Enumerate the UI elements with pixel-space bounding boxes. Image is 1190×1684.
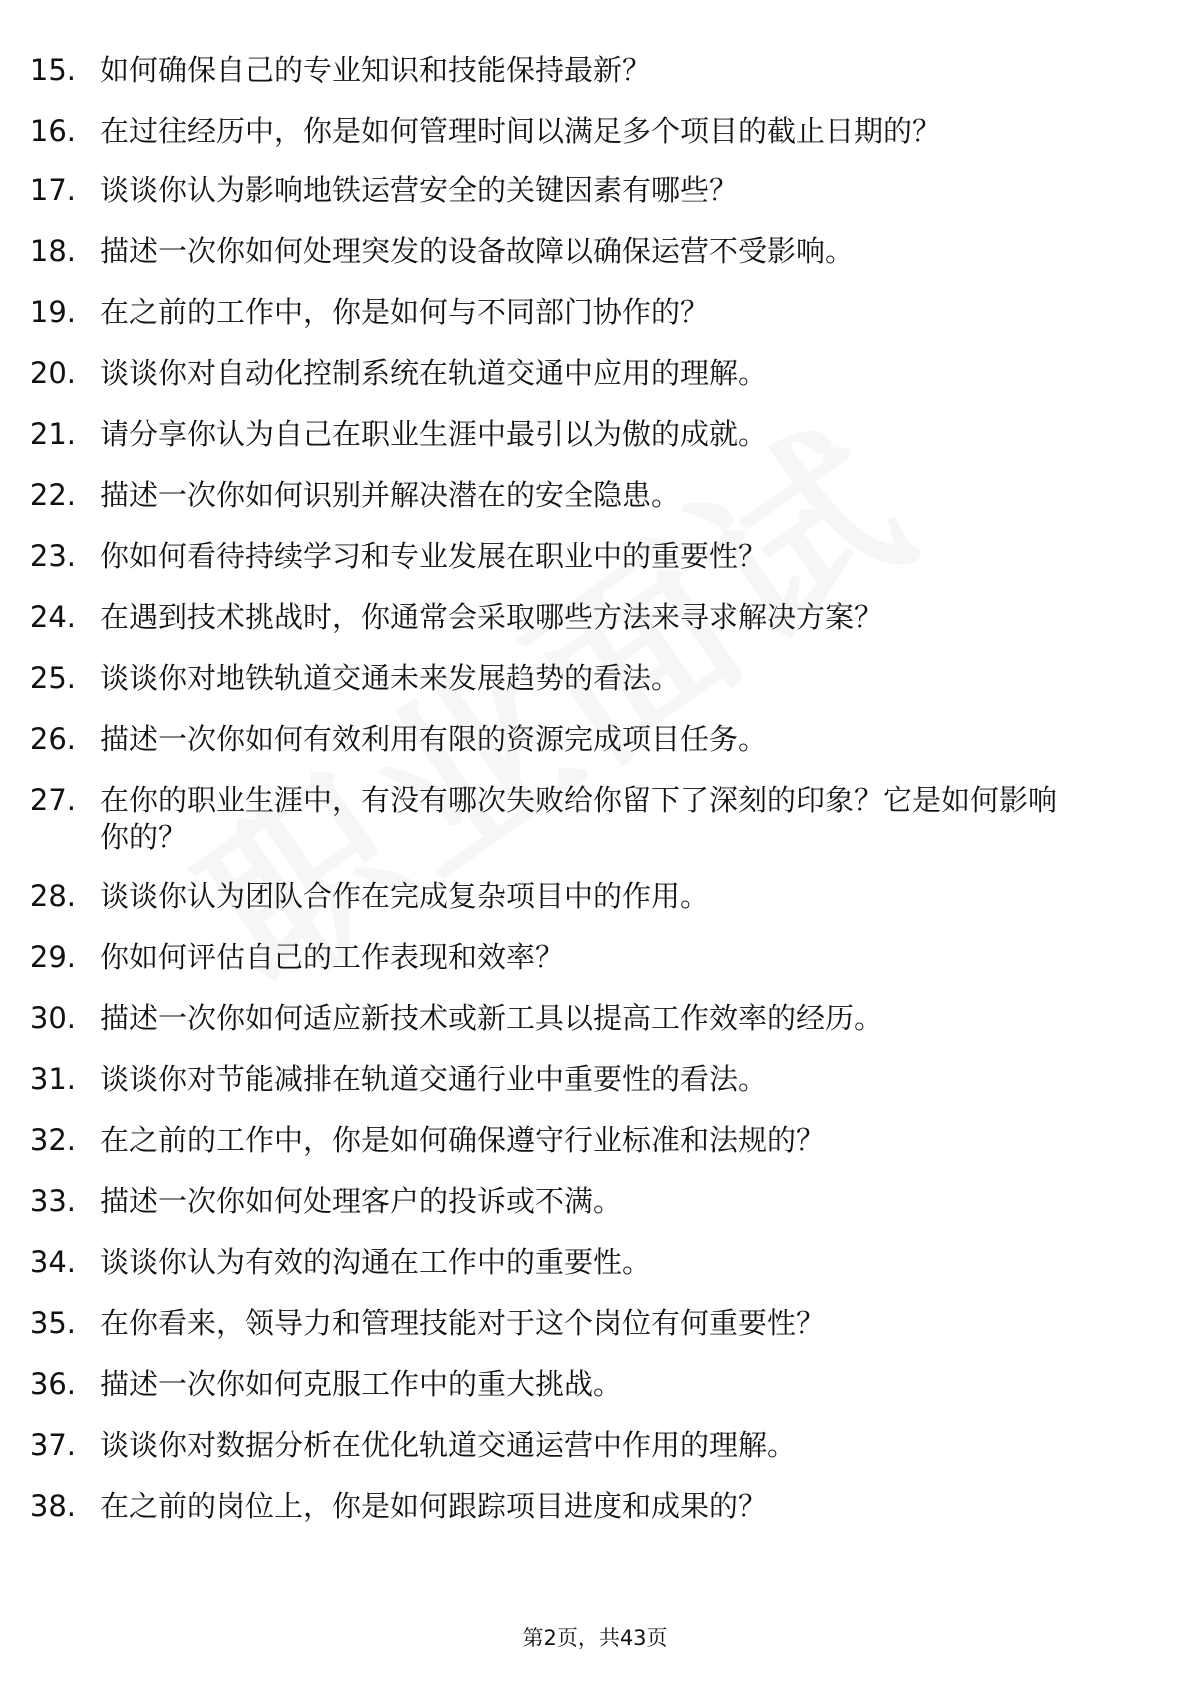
question-item: [0, 1244, 1190, 1281]
question-number: 22 .: [0, 477, 100, 514]
question-number: 16 .: [0, 113, 100, 150]
question-number: 21 .: [0, 416, 100, 453]
question-item: [0, 1061, 1190, 1098]
question-item: [0, 1427, 1190, 1464]
question-number: 28 .: [0, 878, 100, 915]
question-item: [0, 477, 1190, 514]
question-text: 你如何看待持续学习和专业发展在职业中的重要性？: [100, 539, 768, 573]
question-text: 在你的职业生涯中，有没有哪次失败给你留下了深刻的印象？它是如何影响你的？: [100, 783, 1058, 854]
question-text: 你如何评估自己的工作表现和效率？: [100, 940, 565, 974]
question-text: 在你看来，领导力和管理技能对于这个岗位有何重要性？: [100, 1306, 826, 1340]
question-text: 谈谈你认为有效的沟通在工作中的重要性。: [100, 1245, 652, 1279]
page-footer: 第2页，共43页: [522, 1626, 668, 1650]
question-text: 描述一次你如何适应新技术或新工具以提高工作效率的经历。: [100, 1001, 884, 1035]
question-text: 在之前的工作中，你是如何确保遵守行业标准和法规的？: [100, 1123, 826, 1157]
question-number: 30 .: [0, 1000, 100, 1037]
question-text: 描述一次你如何处理客户的投诉或不满。: [100, 1184, 623, 1218]
question-text: 请分享你认为自己在职业生涯中最引以为傲的成就。: [100, 417, 768, 451]
question-item: [0, 1183, 1190, 1220]
question-item: [0, 1122, 1190, 1159]
question-item: [0, 538, 1190, 575]
question-text: 描述一次你如何有效利用有限的资源完成项目任务。: [100, 722, 768, 756]
question-number: 32 .: [0, 1122, 100, 1159]
question-text: 谈谈你对自动化控制系统在轨道交通中应用的理解。: [100, 356, 768, 390]
question-number: 23 .: [0, 538, 100, 575]
question-number: 20 .: [0, 355, 100, 392]
question-text: 描述一次你如何识别并解决潜在的安全隐患。: [100, 478, 681, 512]
question-text: 在之前的工作中，你是如何与不同部门协作的？: [100, 295, 710, 329]
question-number: 33 .: [0, 1183, 100, 1220]
question-text: 在过往经历中，你是如何管理时间以满足多个项目的截止日期的？: [100, 114, 942, 148]
question-item: [0, 355, 1190, 392]
question-text: 在之前的岗位上，你是如何跟踪项目进度和成果的？: [100, 1489, 768, 1523]
question-number: 17 .: [0, 172, 100, 209]
question-number: 25 .: [0, 660, 100, 697]
question-item: [0, 113, 1190, 150]
question-number: 18 .: [0, 233, 100, 270]
question-text: 谈谈你认为影响地铁运营安全的关键因素有哪些？: [100, 173, 739, 207]
question-text: 如何确保自己的专业知识和技能保持最新？: [100, 53, 652, 87]
question-number: 38 .: [0, 1488, 100, 1525]
question-item: [0, 782, 1190, 856]
question-item: [0, 878, 1190, 915]
question-item: [0, 1488, 1190, 1525]
question-item: [0, 1305, 1190, 1342]
question-text: 描述一次你如何克服工作中的重大挑战。: [100, 1367, 623, 1401]
question-text: 谈谈你认为团队合作在完成复杂项目中的作用。: [100, 879, 710, 913]
question-text: 谈谈你对节能减排在轨道交通行业中重要性的看法。: [100, 1062, 768, 1096]
question-number: 36 .: [0, 1366, 100, 1403]
question-number: 37 .: [0, 1427, 100, 1464]
question-item: [0, 939, 1190, 976]
question-number: 29 .: [0, 939, 100, 976]
question-item: [0, 172, 1190, 209]
question-number: 27 .: [0, 782, 100, 819]
question-item: [0, 1000, 1190, 1037]
question-text: 谈谈你对地铁轨道交通未来发展趋势的看法。: [100, 661, 681, 695]
question-text: 谈谈你对数据分析在优化轨道交通运营中作用的理解。: [100, 1428, 797, 1462]
question-list: [0, 52, 1190, 1549]
question-item: [0, 416, 1190, 453]
question-item: [0, 233, 1190, 270]
question-number: 31 .: [0, 1061, 100, 1098]
question-item: [0, 1366, 1190, 1403]
question-number: 35 .: [0, 1305, 100, 1342]
question-text: 描述一次你如何处理突发的设备故障以确保运营不受影响。: [100, 234, 855, 268]
question-item: [0, 721, 1190, 758]
question-item: [0, 660, 1190, 697]
question-item: [0, 599, 1190, 636]
question-item: [0, 294, 1190, 331]
question-number: 19 .: [0, 294, 100, 331]
question-number: 15 .: [0, 52, 100, 89]
question-number: 34 .: [0, 1244, 100, 1281]
question-number: 26 .: [0, 721, 100, 758]
question-text: 在遇到技术挑战时，你通常会采取哪些方法来寻求解决方案？: [100, 600, 884, 634]
question-number: 24 .: [0, 599, 100, 636]
question-item: [0, 52, 1190, 89]
